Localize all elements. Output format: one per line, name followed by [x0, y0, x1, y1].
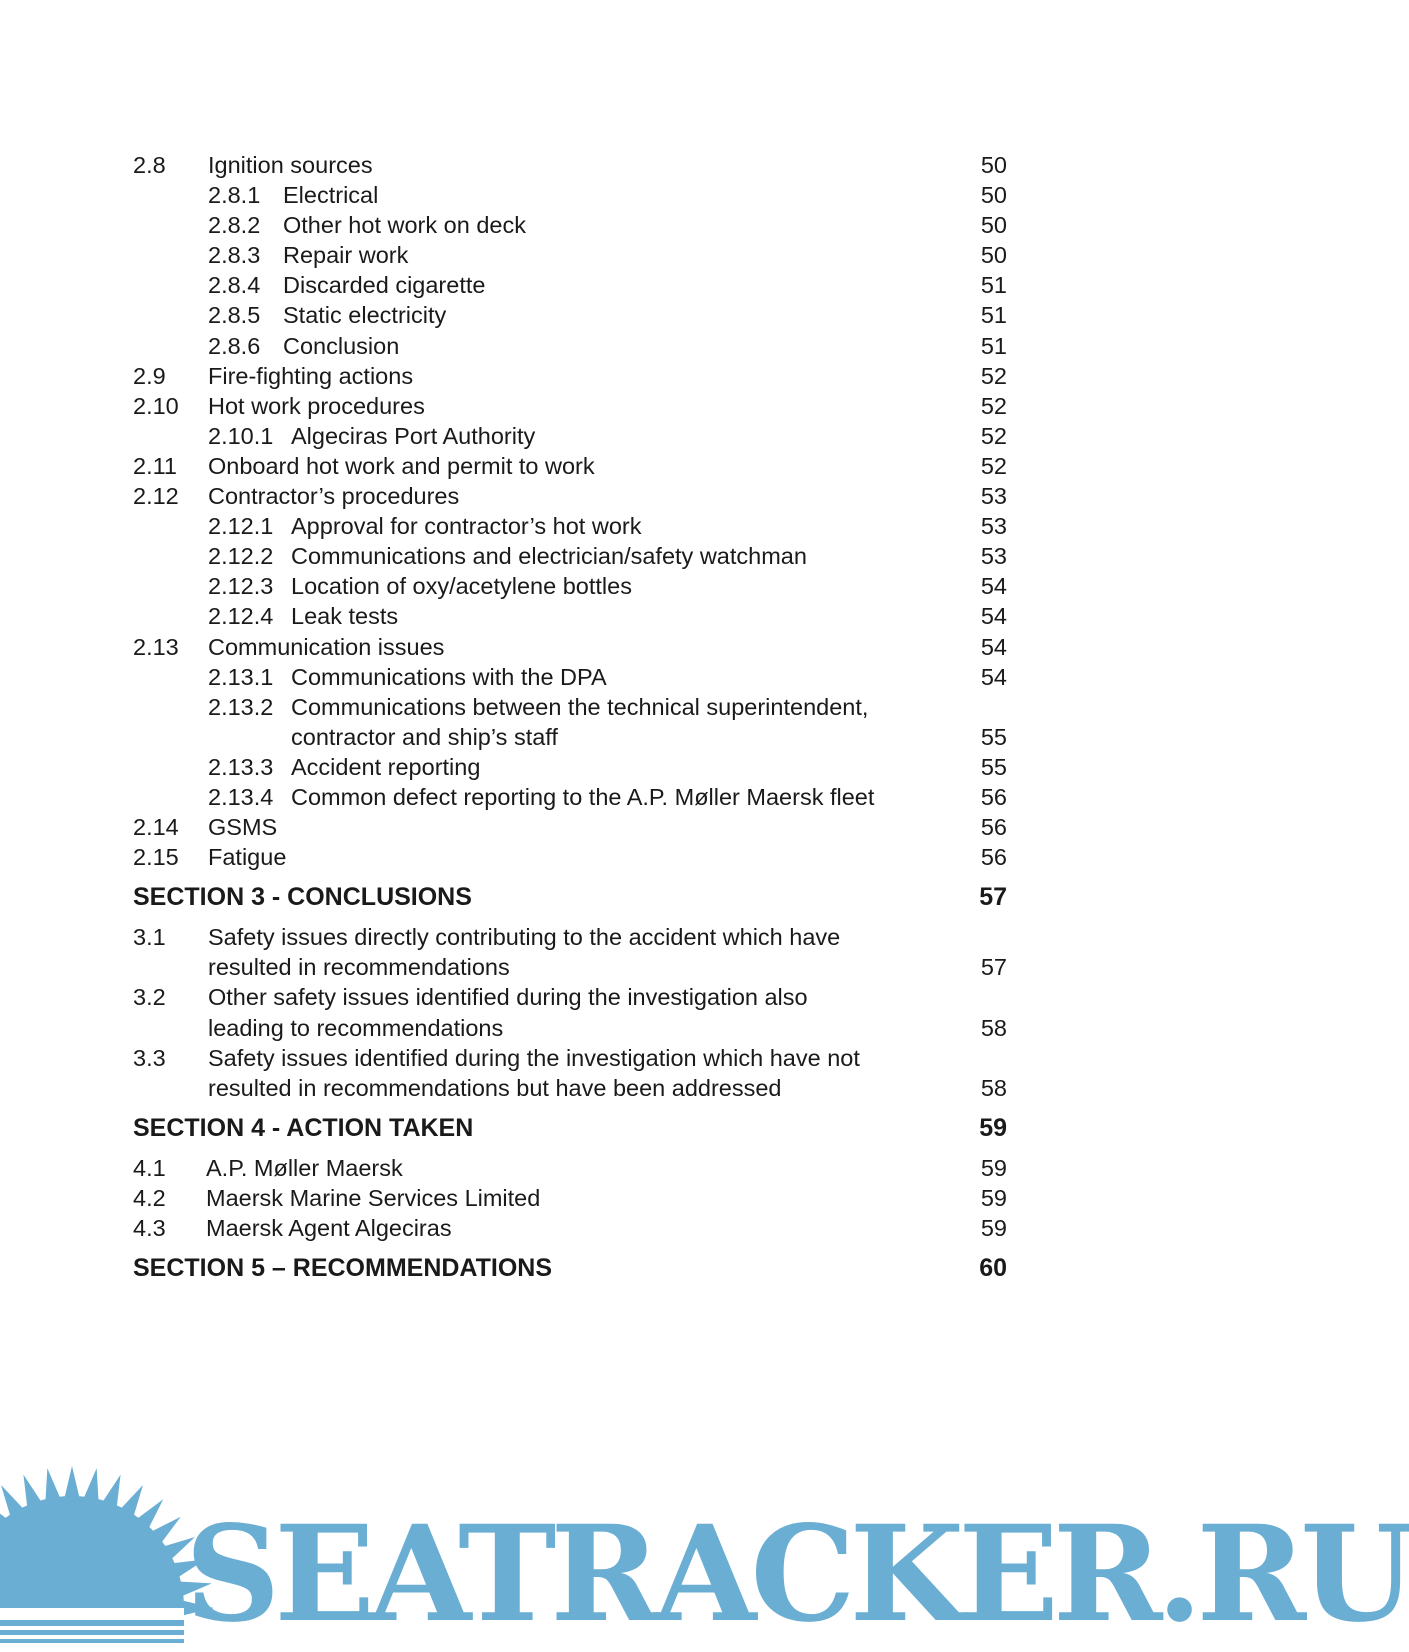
- toc-entry-num: 2.8: [133, 152, 166, 178]
- toc-entry-page: 51: [980, 302, 1007, 329]
- toc-entry-num: 4.1: [133, 1154, 166, 1181]
- toc-entry-page: 51: [980, 332, 1007, 359]
- toc-entry-title: Fatigue: [208, 844, 287, 871]
- toc-entry-num: 2.13.4: [208, 783, 274, 810]
- section-3-title: SECTION 3 - CONCLUSIONS: [133, 883, 472, 912]
- toc-entry-page: 59: [980, 1215, 1007, 1241]
- section-4-title: SECTION 4 - ACTION TAKEN: [133, 1113, 474, 1142]
- section-5-page: 60: [979, 1254, 1007, 1283]
- toc-entry-title: Conclusion: [283, 332, 400, 359]
- toc-entry-title: Discarded cigarette: [283, 272, 486, 299]
- toc-entry-title: Fire-fighting actions: [208, 362, 414, 389]
- toc-entry-page: 59: [980, 1184, 1007, 1211]
- watermark-text: SEATRACKER.RU: [185, 1497, 1409, 1652]
- toc-entry-num: 2.8.6: [208, 332, 261, 359]
- toc-entry-page: 51: [980, 272, 1007, 299]
- toc-entry: [133, 571, 1007, 601]
- toc-entry: [133, 481, 1007, 511]
- section-4-page: 59: [979, 1113, 1007, 1142]
- toc-entry-num: 2.12.2: [208, 543, 274, 570]
- toc-entry: [133, 150, 1007, 180]
- toc-entry-num: 3.2: [133, 984, 166, 1011]
- toc-entry-page: 54: [980, 663, 1007, 690]
- section-4-heading: [133, 1113, 1007, 1143]
- toc-entry-title: Hot work procedures: [208, 392, 425, 419]
- toc-entry-num: 2.13.1: [208, 663, 274, 690]
- toc-entry: [133, 1013, 1007, 1043]
- section-3-heading: [133, 882, 1007, 912]
- toc-entry-num: 2.15: [133, 844, 179, 871]
- toc-entry-page: 52: [980, 422, 1007, 449]
- toc-entry-title: Accident reporting: [291, 753, 481, 780]
- toc-entry-num: 2.10: [133, 392, 179, 419]
- toc-entry-num: 4.2: [133, 1184, 166, 1211]
- toc-entry: [133, 240, 1007, 270]
- toc-entry-title: Onboard hot work and permit to work: [208, 452, 595, 479]
- toc-entry: [133, 752, 1007, 782]
- toc-entry-title: Leak tests: [291, 603, 399, 630]
- toc-entry-title: resulted in recommendations: [208, 954, 510, 981]
- toc-entry-title: GSMS: [208, 814, 278, 841]
- toc-entry: [133, 210, 1007, 240]
- toc-entry-page: 52: [980, 452, 1007, 479]
- toc-entry-num: 2.13: [133, 633, 179, 660]
- toc-entry-num: 2.14: [133, 814, 179, 841]
- section-5-title: SECTION 5 – RECOMMENDATIONS: [133, 1254, 553, 1283]
- toc-entry: [133, 511, 1007, 541]
- toc-entry-title: Ignition sources: [208, 152, 373, 178]
- toc-entry-page: 56: [980, 844, 1007, 871]
- toc-entry-num: 2.12.4: [208, 603, 274, 630]
- toc-entry-num: 2.8.3: [208, 242, 261, 269]
- toc-entry-page: 50: [980, 182, 1007, 209]
- toc-entry-page: 55: [980, 753, 1007, 780]
- toc-entry-title: Communications with the DPA: [291, 663, 607, 690]
- section-5-heading: [133, 1253, 1007, 1283]
- toc-entry-num: 2.9: [133, 362, 166, 389]
- toc-entry-page: 53: [980, 483, 1007, 510]
- toc-entry-title: Communications and electrician/safety watchman: [291, 543, 807, 570]
- toc-entry-title: Algeciras Port Authority: [291, 422, 536, 449]
- toc-entry-num: 2.8.1: [208, 182, 261, 209]
- toc-entry-page: 57: [980, 954, 1007, 981]
- toc-entry: [133, 1183, 1007, 1213]
- toc-entry: [133, 812, 1007, 842]
- toc-entry-title: Static electricity: [283, 302, 447, 329]
- toc-entry-page: 56: [980, 814, 1007, 841]
- toc-entry: [133, 782, 1007, 812]
- toc-entry: [133, 1043, 1007, 1073]
- toc-entry-page: 55: [980, 723, 1007, 750]
- toc-entry: [133, 361, 1007, 391]
- toc-entry-num: 2.13.2: [208, 693, 274, 720]
- toc-entry-num: 3.1: [133, 924, 166, 951]
- toc-entry-title: Other safety issues identified during the investigation also: [208, 984, 808, 1011]
- toc-entry: [133, 391, 1007, 421]
- toc-entry-page: 58: [980, 1074, 1007, 1101]
- toc-entry-page: 59: [980, 1154, 1007, 1181]
- toc-entry-page: 50: [980, 242, 1007, 269]
- toc-entry-title: contractor and ship’s staff: [291, 723, 558, 750]
- toc-entry-title: Other hot work on deck: [283, 212, 526, 239]
- toc-entry: [133, 270, 1007, 300]
- toc-entry: [133, 722, 1007, 752]
- toc-entry-page: 53: [980, 543, 1007, 570]
- toc-entry-num: 2.8.4: [208, 272, 261, 299]
- toc-entry-title: Location of oxy/acetylene bottles: [291, 573, 632, 600]
- toc-entry-page: 50: [980, 152, 1007, 178]
- toc-entry-title: Maersk Marine Services Limited: [206, 1184, 541, 1211]
- toc-block-section-2: [133, 150, 1007, 872]
- toc-entry: [133, 451, 1007, 481]
- toc-entry-num: 2.8.2: [208, 212, 261, 239]
- toc-entry: [133, 1213, 1007, 1243]
- toc-entry-title: Repair work: [283, 242, 409, 269]
- toc-entry: [133, 632, 1007, 662]
- toc-entry-num: 4.3: [133, 1215, 166, 1241]
- toc-entry-num: 2.8.5: [208, 302, 261, 329]
- toc-entry: [133, 922, 1007, 952]
- toc-entry: [133, 300, 1007, 330]
- toc-entry: [133, 952, 1007, 982]
- toc-entry-page: 52: [980, 362, 1007, 389]
- toc-entry-title: leading to recommendations: [208, 1014, 504, 1041]
- toc-entry-title: A.P. Møller Maersk: [206, 1154, 403, 1181]
- toc-entry: [133, 842, 1007, 872]
- toc-entry-page: 58: [980, 1014, 1007, 1041]
- toc-entry-page: 53: [980, 513, 1007, 540]
- toc-block-section-4: [133, 1153, 1007, 1243]
- toc-entry-page: 54: [980, 573, 1007, 600]
- toc-entry-num: 2.12.1: [208, 513, 274, 540]
- toc-entry-title: resulted in recommendations but have been addressed: [208, 1074, 782, 1101]
- toc-entry-num: 2.10.1: [208, 422, 274, 449]
- toc-entry-title: Safety issues directly contributing to the accident which have: [208, 924, 841, 951]
- toc-entry: [133, 180, 1007, 210]
- toc-entry-num: 2.13.3: [208, 753, 274, 780]
- toc-entry: [133, 662, 1007, 692]
- toc-entry: [133, 601, 1007, 631]
- toc-entry: [133, 541, 1007, 571]
- toc-entry-page: 54: [980, 633, 1007, 660]
- toc-entry: [133, 331, 1007, 361]
- toc-entry-title: Approval for contractor’s hot work: [291, 513, 642, 540]
- toc-entry-num: 2.12.3: [208, 573, 274, 600]
- toc-block-section-3: [133, 922, 1007, 1103]
- toc-entry: [133, 982, 1007, 1012]
- toc-entry-page: 56: [980, 783, 1007, 810]
- toc-entry-num: 2.12: [133, 483, 179, 510]
- toc-entry-title: Communication issues: [208, 633, 445, 660]
- toc-entry-page: 52: [980, 392, 1007, 419]
- toc-entry-num: 2.11: [133, 452, 177, 479]
- toc-entry-num: 3.3: [133, 1044, 166, 1071]
- toc-entry-title: Safety issues identified during the investigation which have not: [208, 1044, 860, 1071]
- toc-entry-title: Common defect reporting to the A.P. Møller Maersk fleet: [291, 783, 875, 810]
- toc-entry-page: 50: [980, 212, 1007, 239]
- toc-entry: [133, 1073, 1007, 1103]
- toc-entry: [133, 692, 1007, 722]
- toc-entry-title: Maersk Agent Algeciras: [206, 1215, 452, 1241]
- toc-entry: [133, 1153, 1007, 1183]
- toc-entry-title: Contractor’s procedures: [208, 483, 460, 510]
- toc-entry-page: 54: [980, 603, 1007, 630]
- section-3-page: 57: [979, 883, 1007, 912]
- table-of-contents: [133, 150, 1007, 1283]
- toc-entry-title: Communications between the technical superintendent,: [291, 693, 869, 720]
- toc-entry-title: Electrical: [283, 182, 379, 209]
- toc-entry: [133, 421, 1007, 451]
